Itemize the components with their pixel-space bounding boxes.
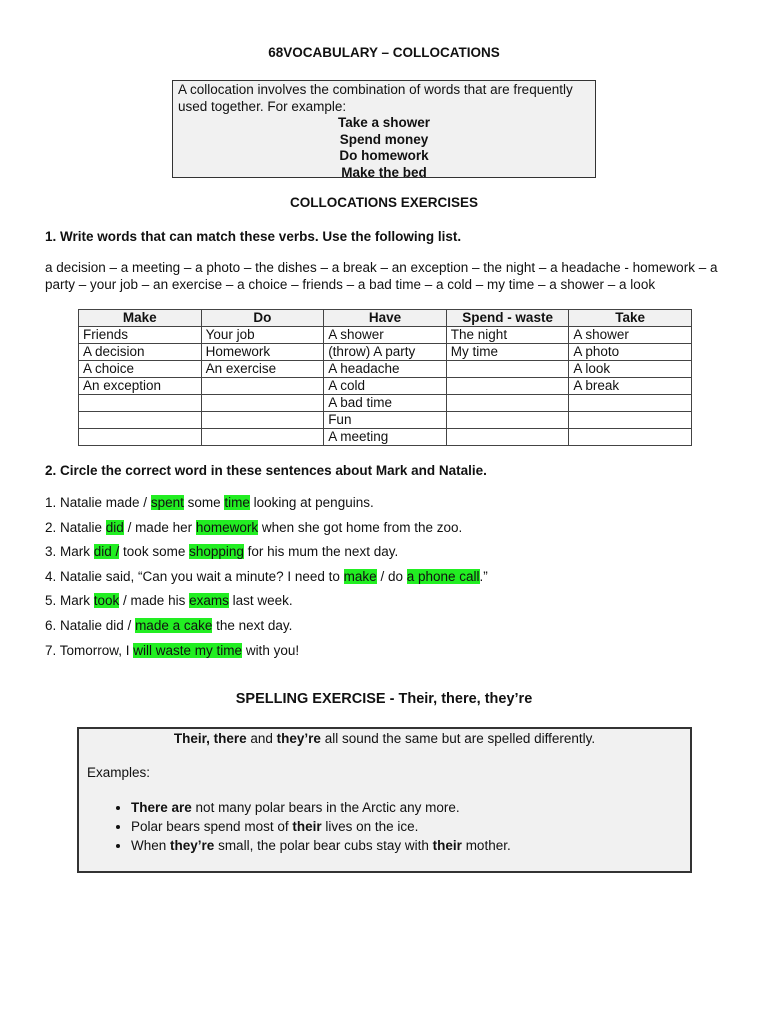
- table-row: [79, 412, 692, 429]
- bold-term: they’re: [170, 838, 215, 853]
- text-run: last week.: [228, 593, 293, 609]
- example-collocation: Spend money: [339, 131, 429, 147]
- table-cell: [79, 429, 202, 446]
- sentence-item: [45, 519, 488, 544]
- text-run: not many polar bears in the Arctic any more.: [191, 800, 460, 815]
- table-cell: Your job: [201, 327, 324, 344]
- table-cell: [201, 412, 324, 429]
- sentence-list: [45, 494, 488, 666]
- table-cell: A meeting: [324, 429, 447, 446]
- text-run: the next day.: [212, 617, 293, 633]
- spelling-intro: [87, 730, 682, 748]
- table-cell: A decision: [79, 344, 202, 361]
- table-row: [79, 429, 692, 446]
- text-run: some: [183, 495, 225, 510]
- sentence-item: [45, 568, 488, 593]
- highlighted-answer: exams: [189, 593, 229, 609]
- column-header-take: Take: [569, 310, 692, 327]
- question-2-instruction: 2. Circle the correct word in these sentences about Mark and Natalie.: [45, 463, 487, 478]
- table-cell: An exception: [79, 378, 202, 395]
- text-run: small, the polar bear cubs stay with: [214, 838, 433, 853]
- text-run: 5. Mark: [45, 593, 94, 609]
- examples-label: Examples:: [87, 765, 151, 780]
- table-cell: A choice: [79, 361, 202, 378]
- example-collocation: Make the bed: [341, 164, 427, 180]
- table-cell: An exercise: [201, 361, 324, 378]
- table-cell: A photo: [569, 344, 692, 361]
- bold-term: their: [432, 838, 462, 853]
- highlighted-answer: did: [105, 519, 124, 535]
- word-list: a decision – a meeting – a photo – the dishes – a break – an exception – the night – a headache - homework – a party – your job – an exercise – a choice – friends – a bad time – a cold – my time – a shower – a look: [45, 260, 718, 292]
- table-cell: [201, 429, 324, 446]
- table-cell: Fun: [324, 412, 447, 429]
- spelling-box: [77, 727, 692, 873]
- table-cell: A shower: [324, 327, 447, 344]
- page-title: 68VOCABULARY – COLLOCATIONS: [268, 45, 500, 60]
- table-cell: [446, 429, 569, 446]
- table-cell: [201, 378, 324, 395]
- text-run: .”: [479, 568, 488, 584]
- text-run: / do: [376, 568, 407, 584]
- table-cell: [79, 412, 202, 429]
- table-header-row: [79, 310, 692, 327]
- text-run: for his mum the next day.: [243, 544, 399, 560]
- highlighted-answer: shopping: [189, 544, 244, 560]
- table-cell: [446, 395, 569, 412]
- text-run: / made her: [123, 519, 196, 535]
- example-collocation: Take a shower: [337, 115, 431, 130]
- text-run: took some: [119, 544, 190, 560]
- table-cell: [446, 378, 569, 395]
- text-run: 6. Natalie did /: [45, 617, 136, 633]
- table-cell: [569, 429, 692, 446]
- table-cell: (throw) A party: [324, 344, 447, 361]
- column-header-have: Have: [324, 310, 447, 327]
- question-1-instruction: 1. Write words that can match these verbs. Use the following list.: [45, 229, 462, 244]
- table-cell: [79, 395, 202, 412]
- column-header-do: Do: [201, 310, 324, 327]
- example-item: [131, 817, 682, 836]
- example-item: [131, 836, 682, 855]
- table-cell: [569, 412, 692, 429]
- example-list: [87, 798, 682, 855]
- table-cell: A break: [569, 378, 692, 395]
- collocation-table: [78, 309, 692, 446]
- highlighted-answer: spent: [150, 495, 184, 510]
- table-cell: A cold: [324, 378, 447, 395]
- highlighted-answer: make: [343, 568, 377, 584]
- table-cell: A shower: [569, 327, 692, 344]
- table-row: [79, 395, 692, 412]
- spelling-heading: SPELLING EXERCISE - Their, there, they’re: [235, 691, 533, 707]
- text-run: 3. Mark: [45, 544, 94, 560]
- table-cell: A look: [569, 361, 692, 378]
- highlighted-answer: did /: [93, 544, 120, 560]
- table-cell: Homework: [201, 344, 324, 361]
- sentence-item: [45, 494, 488, 519]
- table-row: [79, 378, 692, 395]
- example-collocation: Do homework: [339, 148, 429, 163]
- table-cell: My time: [446, 344, 569, 361]
- bold-term: they’re: [276, 731, 321, 746]
- sentence-item: [45, 642, 488, 667]
- highlighted-answer: made a cake: [135, 617, 213, 633]
- highlighted-answer: a phone call: [406, 568, 480, 584]
- text-run: when she got home from the zoo.: [258, 519, 463, 535]
- text-run: lives on the ice.: [321, 819, 419, 834]
- text-run: / made his: [119, 593, 190, 609]
- table-cell: [569, 395, 692, 412]
- intro-text: A collocation involves the combination of words that are frequently used together. For example:: [178, 82, 573, 114]
- sentence-item: [45, 543, 488, 568]
- intro-box: [172, 80, 596, 178]
- table-cell: A bad time: [324, 395, 447, 412]
- table-cell: [446, 412, 569, 429]
- text-run: 1. Natalie made /: [45, 495, 151, 510]
- text-run: Polar bears spend most of: [131, 819, 293, 834]
- highlighted-answer: time: [224, 495, 250, 510]
- table-row: [79, 344, 692, 361]
- text-run: all sound the same but are spelled differently.: [320, 731, 596, 746]
- table-cell: Friends: [79, 327, 202, 344]
- text-run: 4. Natalie said, “Can you wait a minute? I need to: [45, 568, 344, 584]
- text-run: and: [246, 731, 277, 746]
- highlighted-answer: homework: [195, 519, 259, 535]
- highlighted-answer: will waste my time: [133, 642, 243, 658]
- column-header-spend-waste: Spend - waste: [446, 310, 569, 327]
- sentence-item: [45, 617, 488, 642]
- bold-term: Their, there: [173, 731, 247, 746]
- text-run: with you!: [242, 642, 300, 658]
- table-row: [79, 327, 692, 344]
- text-run: mother.: [461, 838, 511, 853]
- bold-term: There are: [131, 800, 192, 815]
- table-cell: The night: [446, 327, 569, 344]
- highlighted-answer: took: [93, 593, 120, 609]
- example-item: [131, 798, 682, 817]
- text-run: 2. Natalie: [45, 519, 106, 535]
- text-run: looking at penguins.: [249, 495, 374, 510]
- exercises-heading: COLLOCATIONS EXERCISES: [289, 195, 479, 210]
- table-cell: [201, 395, 324, 412]
- table-cell: A headache: [324, 361, 447, 378]
- text-run: When: [131, 838, 171, 853]
- sentence-item: [45, 592, 488, 617]
- table-row: [79, 361, 692, 378]
- table-cell: [446, 361, 569, 378]
- text-run: 7. Tomorrow, I: [45, 642, 134, 658]
- bold-term: their: [292, 819, 322, 834]
- column-header-make: Make: [79, 310, 202, 327]
